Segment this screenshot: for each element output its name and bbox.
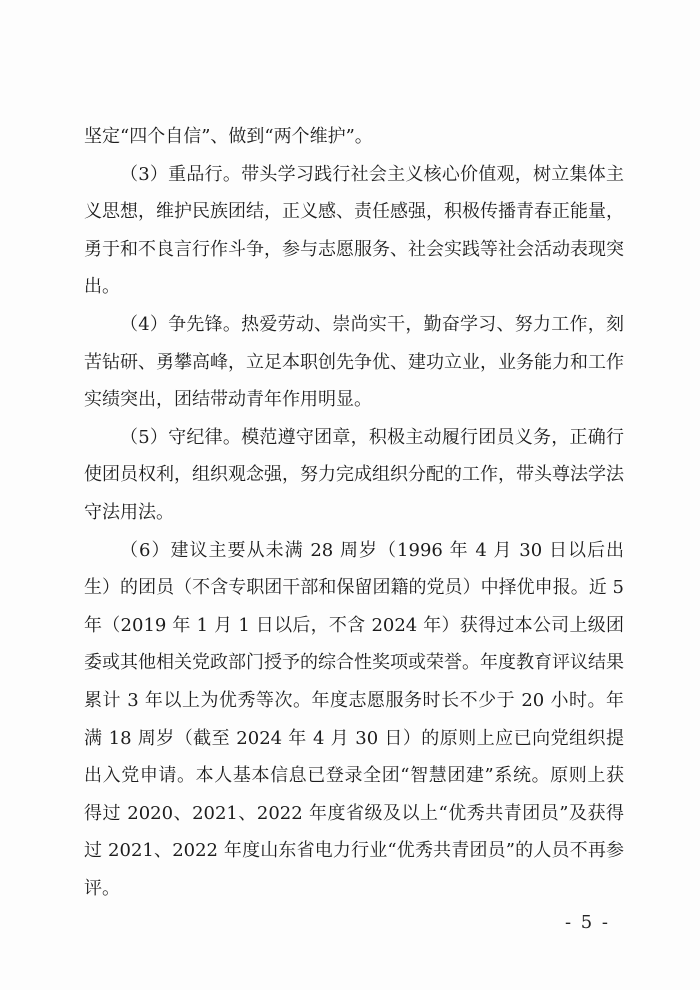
- paragraph-item-3: （3）重品行。带头学习践行社会主义核心价值观，树立集体主义思想，维护民族团结，正义感、责任感强，积极传播青春正能量，勇于和不良言行作斗争，参与志愿服务、社会实践等社会活动表现突出。: [84, 163, 624, 298]
- document-body: [84, 118, 624, 907]
- paragraph-item-6: （6）建议主要从未满 28 周岁（1996 年 4 月 30 日以后出生）的团员（不含专职团干部和保留团籍的党员）中择优申报。近 5 年（2019 年 1 月 1 日以后，不含 2024 年）获得过本公司上级团委或其他相关党政部门授予的综合性奖项或荣誉。年度教育评议结果累计 3 年以上为优秀等次。年度志愿服务时长不少于 20 小时。年满 18 周岁（截至 2024 年 4 月 30 日）的原则上应已向党组织提出入党申请。本人基本信息已登录全团“智慧团建”系统。原则上获得过 2020、2021、2022 年度省级及以上“优秀共青团员”及获得过 2021、2022 年度山东省电力行业“优秀共青团员”的人员不再参评。: [84, 539, 624, 899]
- paragraph-continuation: 坚定“四个自信”、做到“两个维护”。: [84, 126, 373, 147]
- paragraph-item-5: （5）守纪律。模范遵守团章，积极主动履行团员义务，正确行使团员权利，组织观念强，努力完成组织分配的工作，带头尊法学法守法用法。: [84, 426, 624, 523]
- paragraph-item-4: （4）争先锋。热爱劳动、崇尚实干，勤奋学习、努力工作，刻苦钻研、勇攀高峰，立足本职创先争优、建功立业，业务能力和工作实绩突出，团结带动青年作用明显。: [84, 313, 624, 411]
- page-number: - 5 -: [564, 912, 610, 933]
